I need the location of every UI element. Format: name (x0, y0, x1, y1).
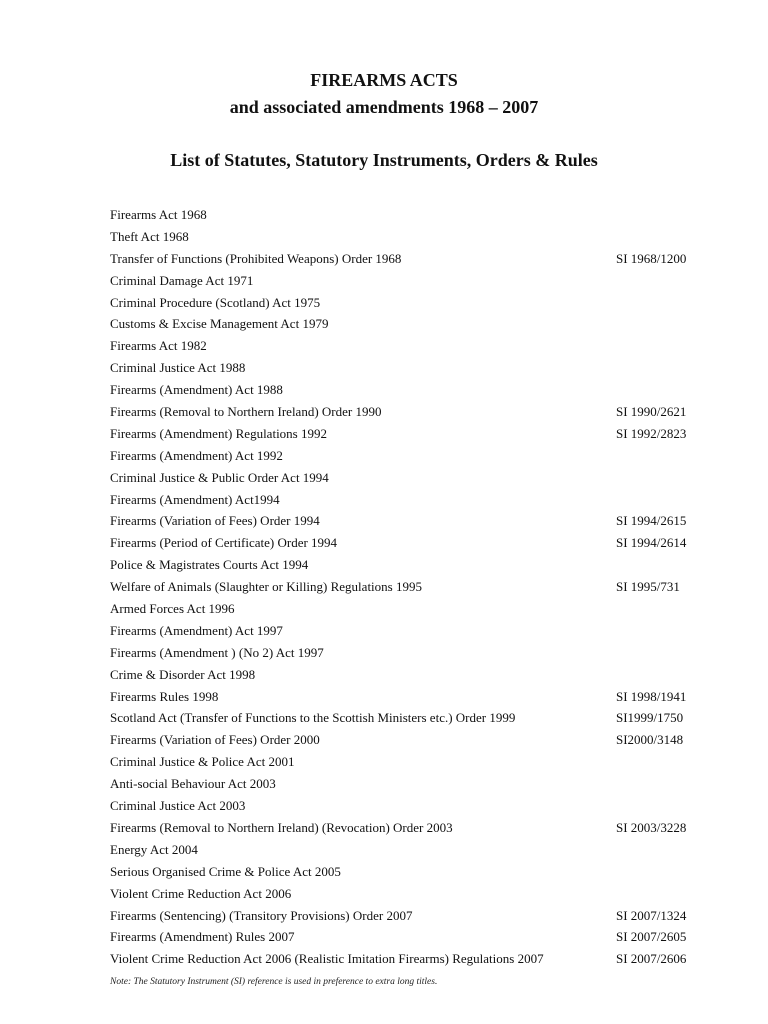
list-item (110, 576, 710, 598)
statute-name: Anti-social Behaviour Act 2003 (110, 776, 276, 792)
statute-list (110, 204, 710, 970)
si-reference: SI 1994/2615 (616, 513, 687, 529)
si-reference: SI 2003/3228 (616, 819, 687, 835)
statute-name: Violent Crime Reduction Act 2006 (110, 885, 292, 901)
list-item (110, 270, 710, 292)
list-item (110, 467, 710, 489)
list-item (110, 751, 710, 773)
list-item (110, 817, 710, 839)
statute-name: Criminal Justice & Public Order Act 1994 (110, 469, 329, 485)
list-item (110, 948, 710, 970)
si-reference: SI 1995/731 (616, 579, 680, 595)
statute-name: Firearms (Removal to Northern Ireland) Order 1990 (110, 404, 382, 420)
list-item (110, 773, 710, 795)
statute-name: Police & Magistrates Courts Act 1994 (110, 557, 309, 573)
si-reference: SI 1994/2614 (616, 535, 687, 551)
list-item (110, 226, 710, 248)
si-reference: SI 1990/2621 (616, 404, 687, 420)
statute-name: Firearms (Amendment) Act 1988 (110, 382, 283, 398)
statute-name: Armed Forces Act 1996 (110, 601, 235, 617)
list-item (110, 620, 710, 642)
list-item (110, 926, 710, 948)
statute-name: Firearms (Period of Certificate) Order 1994 (110, 535, 338, 551)
statute-name: Crime & Disorder Act 1998 (110, 666, 256, 682)
statute-name: Firearms (Amendment) Regulations 1992 (110, 425, 327, 441)
statute-name: Scotland Act (Transfer of Functions to the Scottish Ministers etc.) Order 1999 (110, 710, 516, 726)
list-item (110, 839, 710, 861)
document-title-line2: and associated amendments 1968 – 2007 (229, 97, 539, 117)
list-item (110, 664, 710, 686)
si-reference: SI2000/3148 (616, 732, 684, 748)
si-reference: SI 2007/1324 (616, 907, 687, 923)
list-item (110, 248, 710, 270)
statute-name: Firearms (Amendment) Act 1997 (110, 622, 283, 638)
statute-name: Firearms (Amendment ) (No 2) Act 1997 (110, 644, 324, 660)
statute-name: Criminal Justice Act 1988 (110, 360, 246, 376)
si-reference: SI 1968/1200 (616, 250, 687, 266)
list-item (110, 554, 710, 576)
list-item (110, 532, 710, 554)
list-item (110, 292, 710, 314)
list-item (110, 335, 710, 357)
list-item (110, 204, 710, 226)
si-reference: SI1999/1750 (616, 710, 684, 726)
si-reference: SI 2007/2606 (616, 951, 687, 967)
statute-name: Firearms (Removal to Northern Ireland) (Revocation) Order 2003 (110, 819, 453, 835)
statute-name: Customs & Excise Management Act 1979 (110, 316, 329, 332)
statute-name: Firearms (Amendment) Act 1992 (110, 447, 283, 463)
list-item (110, 598, 710, 620)
list-item (110, 707, 710, 729)
list-item (110, 686, 710, 708)
list-item (110, 445, 710, 467)
statute-name: Criminal Procedure (Scotland) Act 1975 (110, 294, 321, 310)
statute-name: Serious Organised Crime & Police Act 2005 (110, 863, 341, 879)
statute-name: Energy Act 2004 (110, 841, 198, 857)
si-reference: SI 1998/1941 (616, 688, 687, 704)
list-item (110, 642, 710, 664)
statute-name: Firearms Act 1982 (110, 338, 207, 354)
list-item (110, 423, 710, 445)
list-item (110, 357, 710, 379)
footnote: Note: The Statutory Instrument (SI) reference is used in preference to extra long titles. (110, 977, 438, 987)
list-item (110, 510, 710, 532)
si-reference: SI 2007/2605 (616, 929, 687, 945)
statute-name: Theft Act 1968 (110, 228, 189, 244)
statute-name: Criminal Justice & Police Act 2001 (110, 754, 295, 770)
statute-name: Firearms (Variation of Fees) Order 2000 (110, 732, 320, 748)
statute-name: Welfare of Animals (Slaughter or Killing) Regulations 1995 (110, 579, 422, 595)
statute-name: Transfer of Functions (Prohibited Weapons) Order 1968 (110, 250, 402, 266)
list-item (110, 883, 710, 905)
document-subtitle: List of Statutes, Statutory Instruments, Orders & Rules (170, 150, 598, 170)
list-item (110, 489, 710, 511)
document-title: FIREARMS ACTS (310, 70, 458, 90)
si-reference: SI 1992/2823 (616, 425, 687, 441)
statute-name: Violent Crime Reduction Act 2006 (Realistic Imitation Firearms) Regulations 2007 (110, 951, 544, 967)
statute-name: Criminal Damage Act 1971 (110, 272, 254, 288)
list-item (110, 729, 710, 751)
statute-name: Firearms (Amendment) Rules 2007 (110, 929, 295, 945)
list-item (110, 379, 710, 401)
list-item (110, 905, 710, 927)
list-item (110, 313, 710, 335)
statute-name: Firearms (Variation of Fees) Order 1994 (110, 513, 320, 529)
statute-name: Firearms (Sentencing) (Transitory Provisions) Order 2007 (110, 907, 413, 923)
statute-name: Criminal Justice Act 2003 (110, 798, 246, 814)
list-item (110, 401, 710, 423)
statute-name: Firearms (Amendment) Act1994 (110, 491, 280, 507)
list-item (110, 861, 710, 883)
statute-name: Firearms Act 1968 (110, 207, 207, 222)
statute-name: Firearms Rules 1998 (110, 688, 219, 704)
list-item (110, 795, 710, 817)
